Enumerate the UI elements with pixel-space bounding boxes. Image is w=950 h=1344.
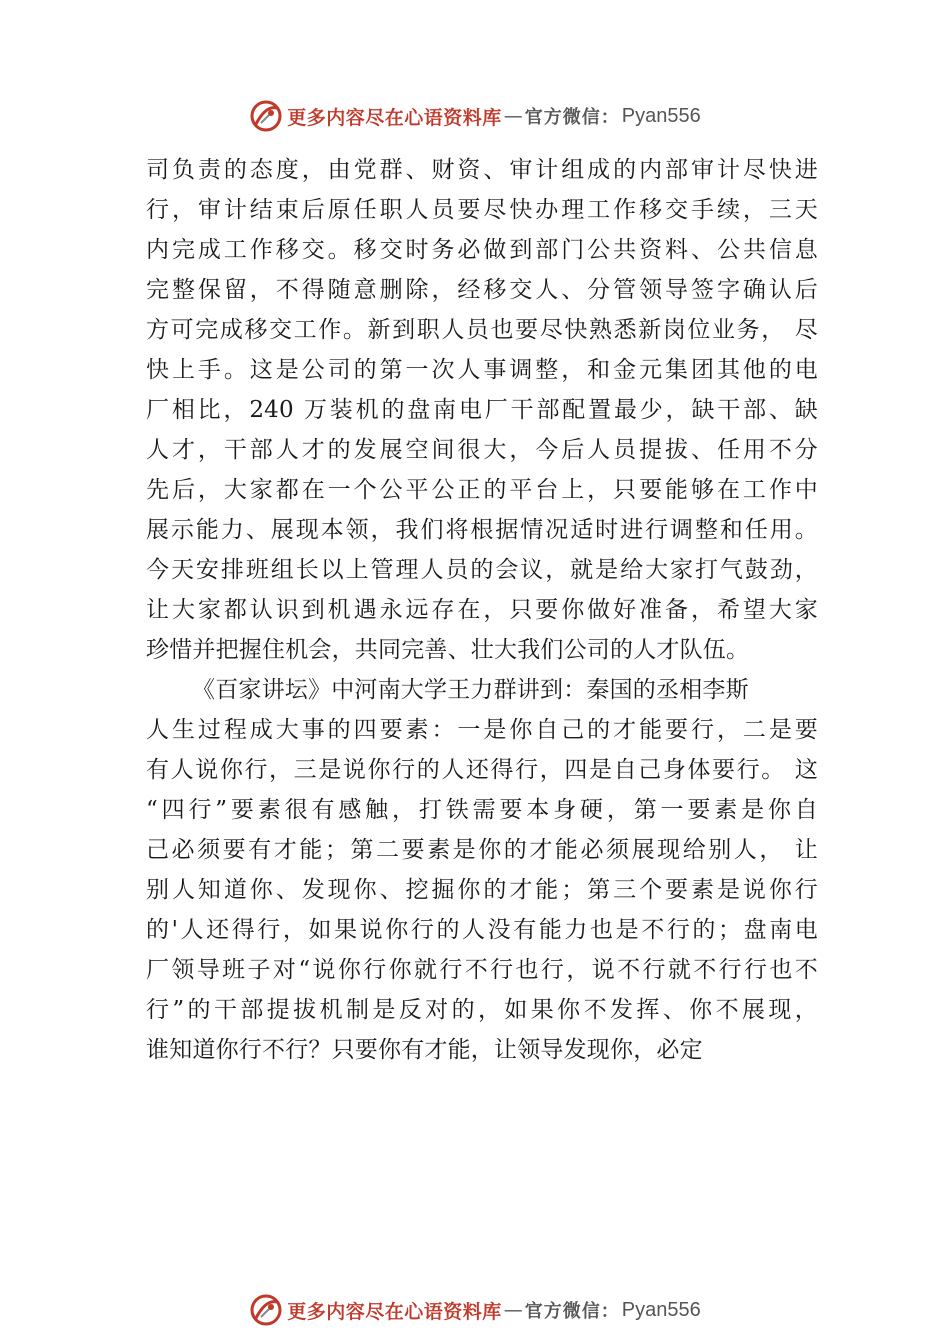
text-line: 内完成工作移交。移交时务必做到部门公共资料、公共信息 [146, 237, 818, 263]
text-line: 厂相比，240 万装机的盘南电厂干部配置最少，缺干部、缺 [146, 397, 818, 423]
text-line: 行”的干部提拔机制是反对的，如果你不发挥、你不展现， [146, 997, 818, 1023]
text-line: 人生过程成大事的四要素：一是你自己的才能要行，二是要 [146, 717, 818, 743]
footer-contact-id: Pyan556 [621, 1298, 701, 1321]
text-line: 珍惜并把握住机会，共同完善、壮大我们公司的人才队伍。 [146, 637, 750, 663]
footer-dash: — [503, 1299, 523, 1321]
text-line: 《百家讲坛》中河南大学王力群讲到：秦国的丞相李斯 [192, 677, 749, 703]
footer-brand-text: 更多内容尽在心语资料库 [287, 1300, 502, 1323]
footer-contact-label: 官方微信： [524, 1301, 620, 1322]
text-line: “四行”要素很有感触，打铁需要本身硬，第一要素是你自 [146, 797, 818, 823]
text-line: 别人知道你、发现你、挖掘你的才能；第三个要素是说你行 [146, 877, 818, 903]
text-line: 展示能力、展现本领，我们将根据情况适时进行调整和任用。 [146, 517, 818, 543]
brand-logo-icon [249, 99, 283, 133]
text-line: 司负责的态度，由党群、财资、审计组成的内部审计尽快进 [146, 157, 818, 183]
text-line: 让大家都认识到机遇永远存在，只要你做好准备，希望大家 [146, 597, 818, 623]
text-line: 行，审计结束后原任职人员要尽快办理工作移交手续，三天 [146, 197, 818, 223]
text-line: 厂领导班子对“说你行你就行不行也行，说不行就不行行也不 [146, 957, 818, 983]
header-banner [0, 96, 950, 136]
text-line: 方可完成移交工作。新到职人员也要尽快熟悉新岗位业务， 尽 [146, 317, 818, 343]
text-line: 谁知道你行不行？只要你有才能，让领导发现你，必定 [146, 1037, 703, 1063]
document-body [146, 150, 818, 1070]
text-line: 先后，大家都在一个公平公正的平台上，只要能够在工作中 [146, 477, 818, 503]
text-line: 完整保留，不得随意删除，经移交人、分管领导签字确认后 [146, 277, 818, 303]
header-dash: — [503, 105, 523, 127]
text-line: 人才，干部人才的发展空间很大，今后人员提拔、任用不分 [146, 437, 818, 463]
text-line: 有人说你行，三是说你行的人还得行，四是自己身体要行。 这 [146, 757, 818, 783]
text-line: 的'人还得行，如果说你行的人没有能力也是不行的；盘南电 [146, 917, 818, 943]
footer-banner [0, 1290, 950, 1330]
header-brand-text: 更多内容尽在心语资料库 [287, 106, 502, 129]
header-contact-id: Pyan556 [621, 104, 701, 127]
header-contact-label: 官方微信： [524, 107, 620, 128]
brand-logo-icon [249, 1293, 283, 1327]
text-line: 快上手。这是公司的第一次人事调整，和金元集团其他的电 [146, 357, 818, 383]
text-line: 今天安排班组长以上管理人员的会议，就是给大家打气鼓劲， [146, 557, 818, 583]
text-line: 己必须要有才能；第二要素是你的才能必须展现给别人， 让 [146, 837, 818, 863]
